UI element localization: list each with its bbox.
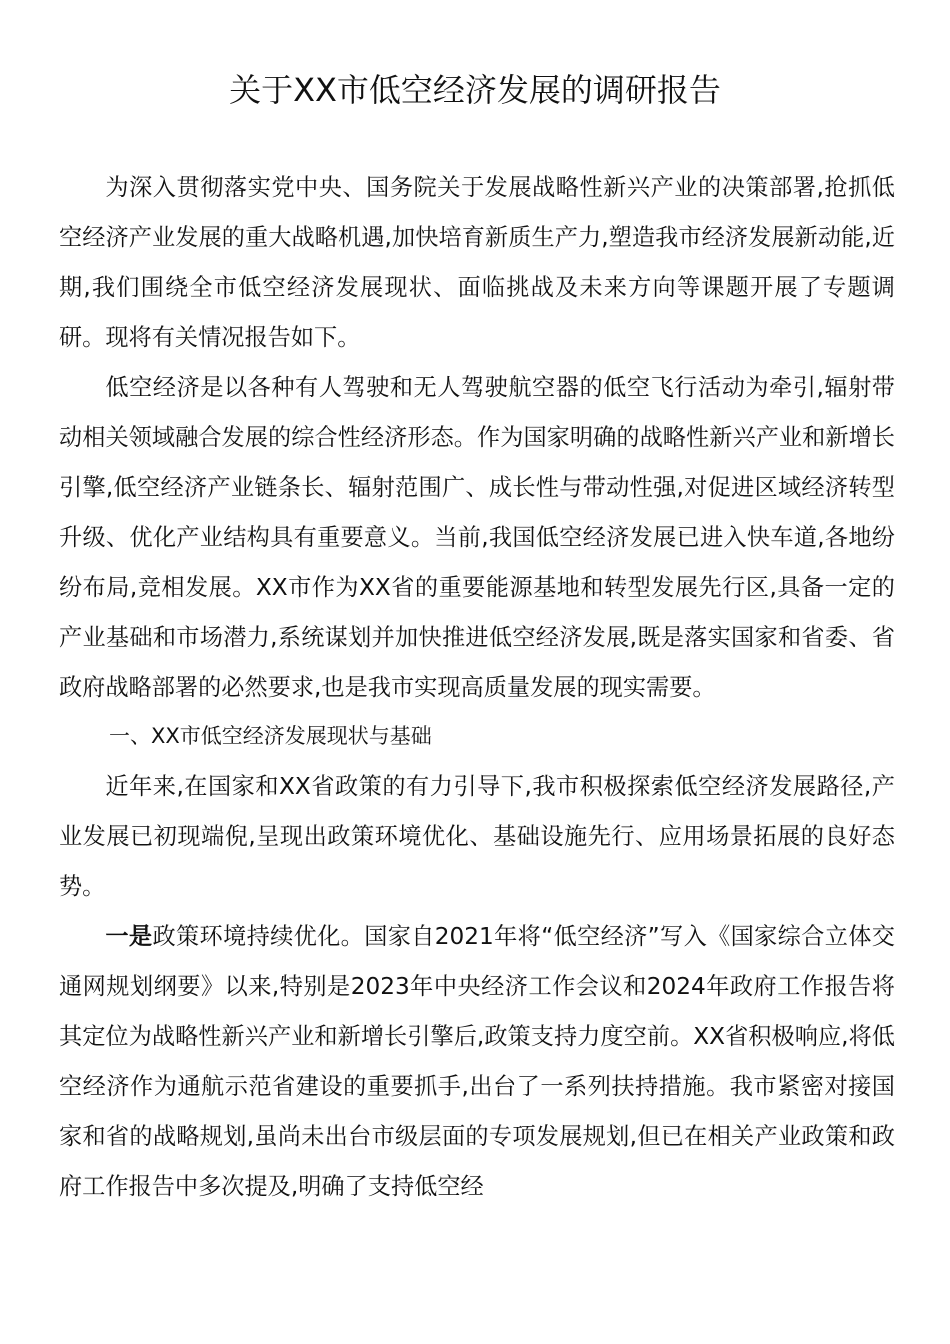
- section-1-intro-paragraph: 近年来,在国家和XX省政策的有力引导下,我市积极探索低空经济发展路径,产业发展已初现端倪,呈现出政策环境优化、基础设施先行、应用场景拓展的良好态势。: [59, 773, 895, 901]
- background-paragraph: 低空经济是以各种有人驾驶和无人驾驶航空器的低空飞行活动为牵引,辐射带动相关领域融合发展的综合性经济形态。作为国家明确的战略性新兴产业和新增长引擎,低空经济产业链条长、辐射范围广、成长性与带动性强,对促进区域经济转型升级、优化产业结构具有重要意义。当前,我国低空经济发展已进入快车道,各地纷纷布局,竞相发展。XX市作为XX省的重要能源基地和转型发展先行区,具备一定的产业基础和市场潜力,系统谋划并加快推进低空经济发展,既是落实国家和省委、省政府战略部署的必然要求,也是我市实现高质量发展的现实需要。: [59, 373, 895, 701]
- document-body: [59, 163, 895, 1212]
- intro-paragraph: 为深入贯彻落实党中央、国务院关于发展战略性新兴产业的决策部署,抢抓低空经济产业发展的重大战略机遇,加快培育新质生产力,塑造我市经济发展新动能,近期,我们围绕全市低空经济发展现状、面临挑战及未来方向等课题开展了专题调研。现将有关情况报告如下。: [59, 174, 895, 351]
- policy-paragraph: [59, 912, 895, 1212]
- policy-paragraph-lead: 一是: [105, 923, 153, 951]
- section-heading-1: 一、XX市低空经济发展现状与基础: [109, 724, 432, 749]
- document-title: 关于XX市低空经济发展的调研报告: [229, 71, 721, 109]
- policy-paragraph-body: 政策环境持续优化。国家自2021年将“低空经济”写入《国家综合立体交通网规划纲要》以来,特别是2023年中央经济工作会议和2024年政府工作报告将其定位为战略性新兴产业和新增长引擎后,政策支持力度空前。XX省积极响应,将低空经济作为通航示范省建设的重要抓手,出台了一系列扶持措施。我市紧密对接国家和省的战略规划,虽尚未出台市级层面的专项发展规划,但已在相关产业政策和政府工作报告中多次提及,明确了支持低空经: [59, 923, 895, 1201]
